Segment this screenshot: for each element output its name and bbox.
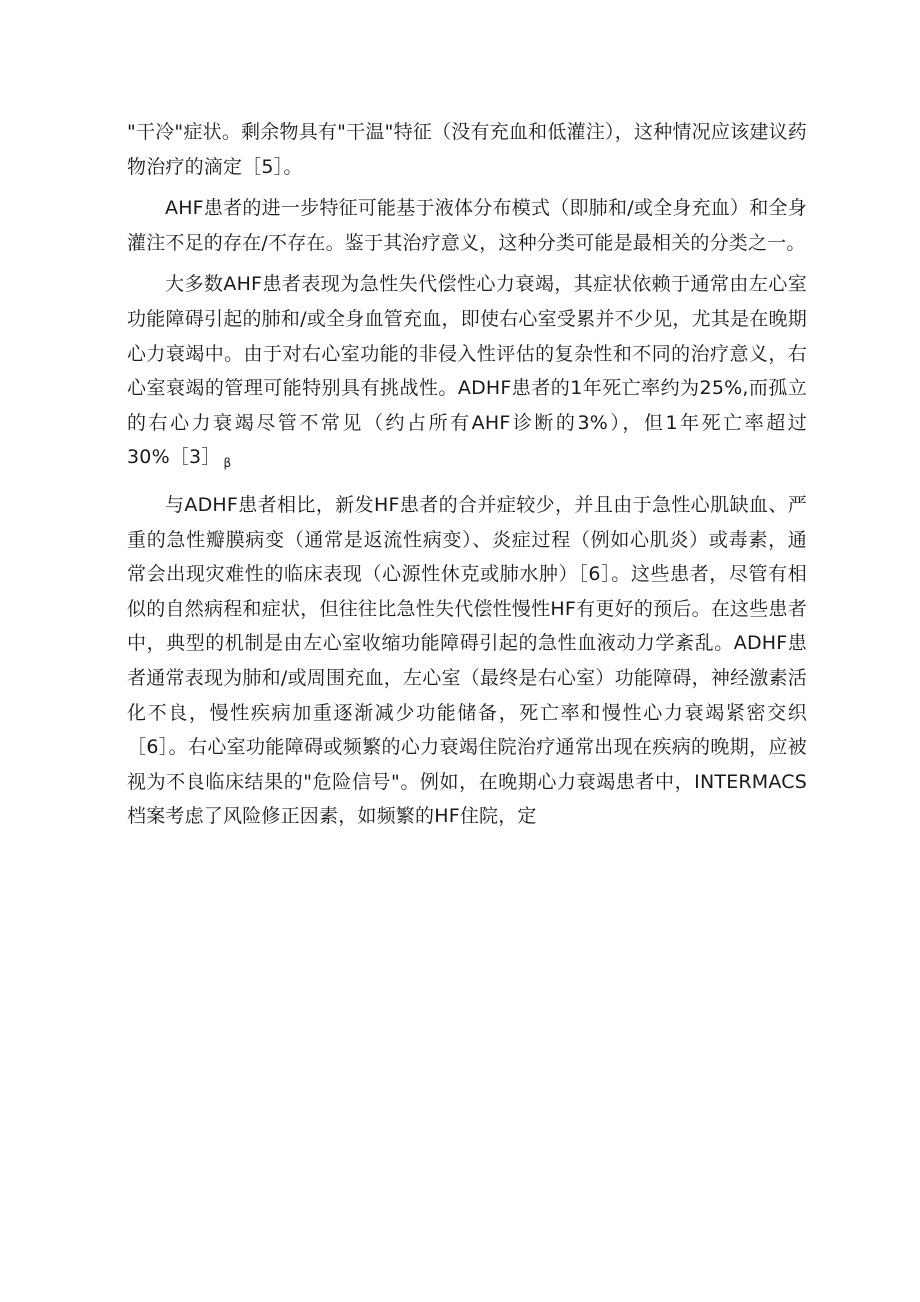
paragraph-3-text: 大多数AHF患者表现为急性失代偿性心力衰竭，其症状依赖于通常由左心室功能障碍引起的肺和/或全身血管充血，即使右心室受累并不少见，尤其是在晚期心力衰竭中。由于对右心室功能的非侵入性评估的复杂性和不同的治疗意义，右心室衰竭的管理可能特别具有挑战性。ADHF患者的1年死亡率约为25%,而孤立的右心力衰竭尽管不常见（约占所有AHF诊断的3%），但1年死亡率超过30%［3］ bbox=[127, 273, 807, 469]
paragraph-2: AHF患者的进一步特征可能基于液体分布模式（即肺和/或全身充血）和全身灌注不足的存在/不存在。鉴于其治疗意义，这种分类可能是最相关的分类之一。 bbox=[127, 197, 807, 254]
paragraph-3 bbox=[127, 267, 807, 481]
paragraph-3-suffix: β bbox=[223, 456, 232, 471]
paragraph-4: 与ADHF患者相比，新发HF患者的合并症较少，并且由于急性心肌缺血、严重的急性瓣膜病变（通常是返流性病变）、炎症过程（例如心肌炎）或毒素，通常会出现灾难性的临床表现（心源性休克或肺水肿）［6］。这些患者，尽管有相似的自然病程和症状，但往往比急性失代偿性慢性HF有更好的预后。在这些患者中，典型的机制是由左心室收缩功能障碍引起的急性血液动力学紊乱。ADHF患者通常表现为肺和/或周围充血，左心室（最终是右心室）功能障碍，神经激素活化不良，慢性疾病加重逐渐减少功能储备，死亡率和慢性心力衰竭紧密交织［6］。右心室功能障碍或频繁的心力衰竭住院治疗通常出现在疾病的晚期，应被视为不良临床结果的"危险信号"。例如，在晚期心力衰竭患者中，INTERMACS档案考虑了风险修正因素，如频繁的HF住院，定 bbox=[127, 493, 807, 828]
paragraph-1: "干冷"症状。剩余物具有"干温"特征（没有充血和低灌注），这种情况应该建议药物治疗的滴定［5］。 bbox=[127, 121, 807, 178]
document-body bbox=[127, 115, 807, 841]
